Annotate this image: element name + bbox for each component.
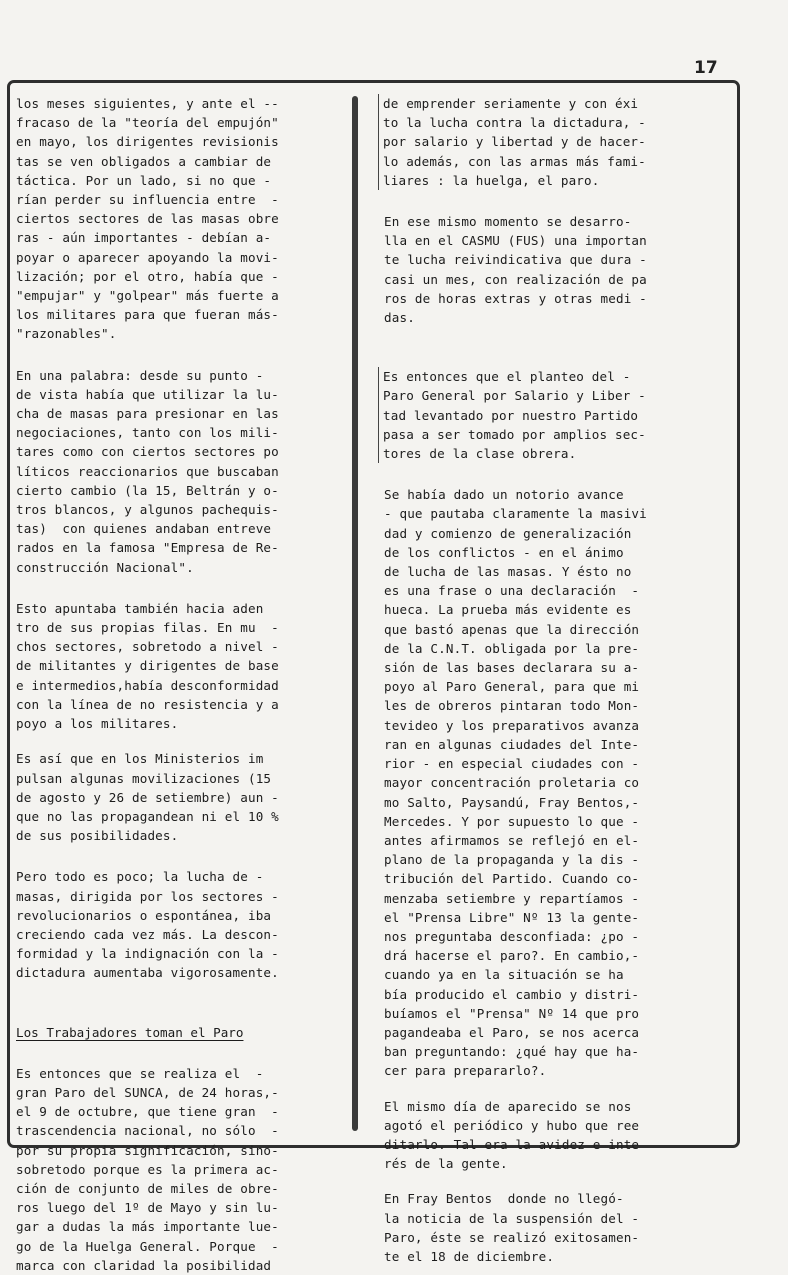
left-paragraph-6: Es entonces que se realiza el - gran Paro del SUNCA, de 24 horas,- el 9 de octubre, que tiene gran - trascendencia nacional, no sólo - por su propia significación, sino- sobretodo porque es la primera ac- ción de conjunto de miles de obre- ros luego del 1º de Mayo y sin lu- gar a dudas la más importante lue- go de la Huelga General. Porque - marca con claridad la posibilidad [16,1065,279,1273]
left-column [16,94,334,1275]
right-column [384,94,710,1266]
left-paragraph-1: los meses siguientes, y ante el -- fracaso de la "teoría del empujón" en mayo, los dirigentes revisionis tas se ven obligados a cambiar de táctica. Por un lado, si no que - rían perder su influencia entre - ciertos sectores de las masas obre ras - aún importantes - debían a- poyar o aparecer apoyando la movi- lización; por el otro, había que - "empujar" y "golpear" más fuerte a los militares para que fueran más- "razonables". [16,96,279,342]
left-paragraph-5: Pero todo es poco; la lucha de - masas, dirigida por los sectores - revolucionarios o espontánea, iba creciendo cada vez más. La descon- formidad y la indignación con la - dictadura aumentaba vigorosamente. [16,869,279,981]
left-paragraph-2: En una palabra: desde su punto - de vista había que utilizar la lu- cha de masas para presionar en las negociaciones, tanto con los mili- tares como con ciertos sectores po líticos reaccionarios que buscaban cierto cambio (la 15, Beltrán y o- tros blancos, y algunos pachequis- tas) con quienes andaban entreve rados en la famosa "Empresa de Re- construcción Nacional". [16,367,279,575]
right-paragraph-3: Es entonces que el planteo del - Paro General por Salario y Liber - tad levantado por nuestro Partido pasa a ser tomado por amplios sec- tores de la clase obrera. [378,367,710,463]
left-paragraph-3: Esto apuntaba también hacia aden tro de sus propias filas. En mu - chos sectores, sobretodo a nivel - de militantes y dirigentes de base e intermedios,había desconformidad con la línea de no resistencia y a poyo a los militares. [16,600,279,732]
right-paragraph-2: En ese mismo momento se desarro- lla en el CASMU (FUS) una importan te lucha reivindicativa que dura - casi un mes, con realización de pa ros de horas extras y otras medi - das. [384,214,647,326]
right-paragraph-4: Se había dado un notorio avance - que pautaba claramente la masivi dad y comienzo de generalización de los conflictos - en el ánimo de lucha de las masas. Y ésto no es una frase o una declaración - hueca. La prueba más evidente es que bastó apenas que la dirección de la C.N.T. obligada por la pre- sión de las bases declarara su a- poyo al Paro General, para que mi les de obreros pintaran todo Mon- tevideo y los preparativos avanza ran en algunas ciudades del Inte- rior - en especial ciudades con - mayor concentración proletaria co mo Salto, Paysandú, Fray Bentos,- Mercedes. Y por supuesto lo que - antes afirmamos se reflejó en el- plano de la propaganda y la dis - tribución del Partido. Cuando co- menzaba setiembre y repartíamos - el "Prensa Libre" Nº 13 la gente- nos preguntaba desconfiada: ¿po - drá hacerse el paro?. En cambio,- cuando ya en la situación se ha bía producido el cambio y distri- buíamos el "Prensa" Nº 14 que pro pagandeaba el Paro, se nos acerca ban preguntando: ¿qué hay que ha- cer para prepararlo?. [384,487,647,1079]
page-number: 17 [694,58,718,78]
column-divider [352,96,358,1131]
right-paragraph-1: de emprender seriamente y con éxi to la lucha contra la dictadura, - por salario y libertad y de hacer- lo además, con las armas más fami- liares : la huelga, el paro. [378,94,710,190]
right-paragraph-6: En Fray Bentos donde no llegó- la noticia de la suspensión del - Paro, éste se realizó exitosamen- te el 18 de diciembre. [384,1191,640,1264]
right-paragraph-5: El mismo día de aparecido se nos agotó el periódico y hubo que ree ditarlo. Tal era la avidez e inte rés de la gente. [384,1098,640,1172]
section-heading: Los Trabajadores toman el Paro [16,1024,244,1040]
left-paragraph-4: Es así que en los Ministerios im pulsan algunas movilizaciones (15 de agosto y 26 de setiembre) aun - que no las propagandean ni el 10 % de sus posibilidades. [16,751,279,844]
